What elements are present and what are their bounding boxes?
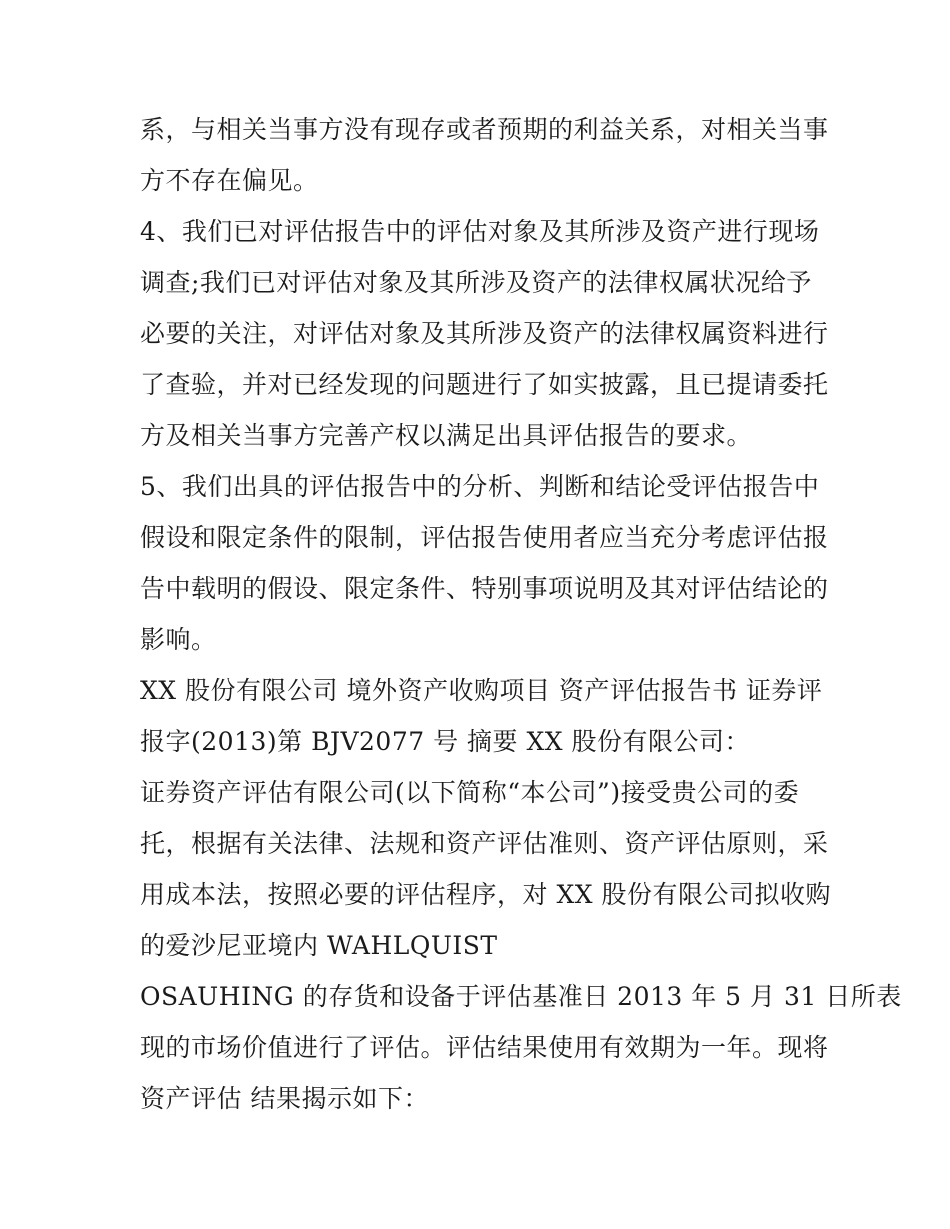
text-line: 报字(2013)第 BJV2077 号 摘要 XX 股份有限公司：	[140, 727, 751, 756]
text-line: 调查;我们已对评估对象及其所涉及资产的法律权属状况给予	[140, 268, 812, 297]
text-line: XX 股份有限公司 境外资产收购项目 资产评估报告书 证券评	[140, 676, 823, 705]
text-line: 托，根据有关法律、法规和资产评估准则、资产评估原则，采	[140, 829, 829, 858]
text-line: 了查验，并对已经发现的问题进行了如实披露，且已提请委托	[140, 370, 829, 399]
text-line: 告中载明的假设、限定条件、特别事项说明及其对评估结论的	[140, 574, 829, 603]
text-line: 资产评估 结果揭示如下：	[140, 1084, 429, 1113]
text-line: 必要的关注，对评估对象及其所涉及资产的法律权属资料进行	[140, 319, 829, 348]
text-line: 方不存在偏见。	[140, 166, 319, 195]
text-line: 用成本法，按照必要的评估程序，对 XX 股份有限公司拟收购	[140, 880, 831, 909]
document-body	[140, 104, 902, 1124]
text-line: 5、我们出具的评估报告中的分析、判断和结论受评估报告中	[140, 472, 820, 501]
text-line: OSAUHING 的存货和设备于评估基准日 2013 年 5 月 31 日所表	[140, 982, 902, 1011]
text-line: 现的市场价值进行了评估。评估结果使用有效期为一年。现将	[140, 1033, 829, 1062]
text-line: 影响。	[140, 625, 217, 654]
text-line: 证券资产评估有限公司(以下简称“本公司”)接受贵公司的委	[140, 778, 800, 807]
text-line: 假设和限定条件的限制，评估报告使用者应当充分考虑评估报	[140, 523, 829, 552]
text-line: 系，与相关当事方没有现存或者预期的利益关系，对相关当事	[140, 115, 829, 144]
text-line: 4、我们已对评估报告中的评估对象及其所涉及资产进行现场	[140, 217, 820, 246]
text-line: 方及相关当事方完善产权以满足出具评估报告的要求。	[140, 421, 753, 450]
text-line: 的爱沙尼亚境内 WAHLQUIST	[140, 931, 498, 960]
